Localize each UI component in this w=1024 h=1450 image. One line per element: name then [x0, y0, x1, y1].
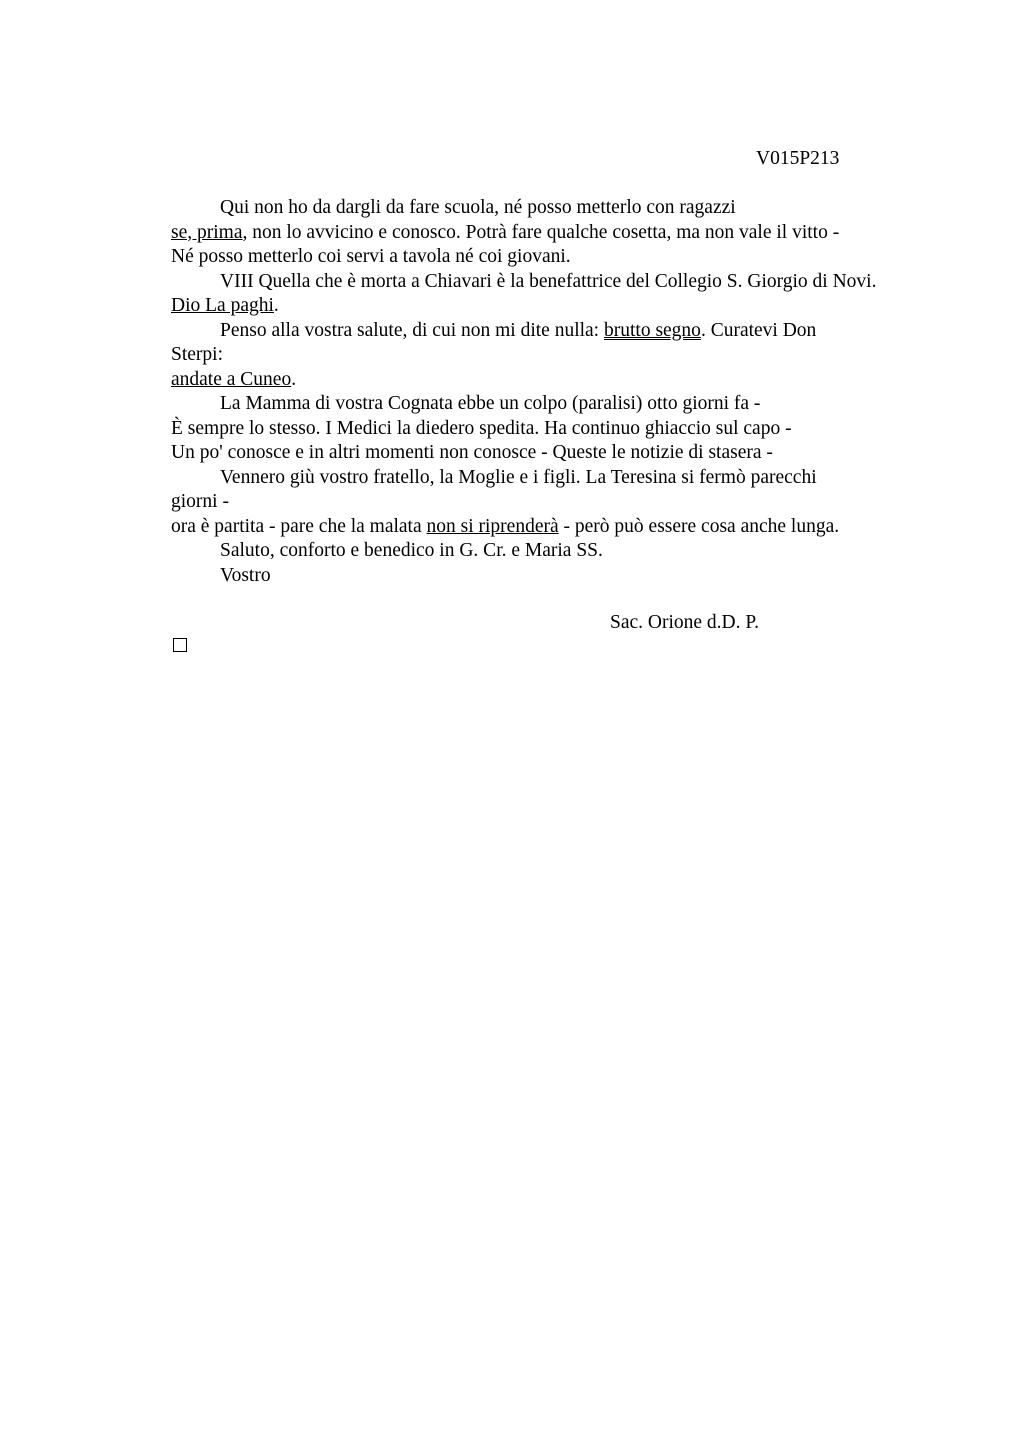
text-line: È sempre lo stesso. I Medici la diedero spedita. Ha continuo ghiaccio sul capo - — [171, 417, 792, 439]
text-span: ora è partita - pare che la malata — [171, 515, 427, 537]
double-underlined-phrase: brutto segno — [603, 319, 701, 341]
text-line — [171, 221, 931, 246]
text-line: Un po' conosce e in altri momenti non conosce - Queste le notizie di stasera - — [171, 442, 773, 463]
text-line: Vennero giù vostro fratello, la Moglie e i figli. La Teresina si fermò parecchi — [220, 466, 817, 488]
text-span: - però può essere cosa anche lunga. — [558, 515, 840, 537]
underlined-phrase: Dio La paghi — [171, 295, 274, 316]
text-line — [171, 368, 931, 393]
text-span: , non lo avvicino e conosco. Potrà fare qualche cosetta, ma non vale il vitto - — [242, 221, 840, 243]
underlined-phrase: non si riprenderà — [426, 515, 559, 537]
end-mark-box — [173, 638, 187, 652]
text-line — [171, 319, 931, 344]
text-line: Sterpi: — [171, 344, 223, 365]
text-span: . — [291, 368, 297, 390]
text-line: Saluto, conforto e benedico in G. Cr. e Maria SS. — [220, 540, 603, 561]
letter-body — [171, 196, 931, 588]
underlined-phrase: andate a Cuneo — [171, 368, 292, 390]
text-line: La Mamma di vostra Cognata ebbe un colpo (paralisi) otto giorni fa - — [220, 393, 761, 414]
text-span: Penso alla vostra salute, di cui non mi dite nulla: — [220, 319, 604, 341]
closing-line: Vostro — [220, 564, 271, 586]
text-line: Né posso metterlo coi servi a tavola né coi giovani. — [171, 246, 571, 267]
signature: Sac. Orione d.D. P. — [610, 612, 759, 633]
underlined-phrase: se, prima — [171, 221, 243, 243]
text-span: . — [273, 295, 279, 316]
text-line: VIII Quella che è morta a Chiavari è la benefattrice del Collegio S. Giorgio di Novi. — [220, 270, 877, 292]
text-line: Qui non ho da dargli da fare scuola, né posso metterlo con ragazzi — [220, 197, 736, 218]
text-span: . Curatevi Don — [700, 319, 817, 341]
text-line — [171, 515, 931, 540]
page-code: V015P213 — [756, 148, 840, 169]
text-line: giorni - — [171, 491, 229, 512]
text-line — [171, 294, 931, 319]
